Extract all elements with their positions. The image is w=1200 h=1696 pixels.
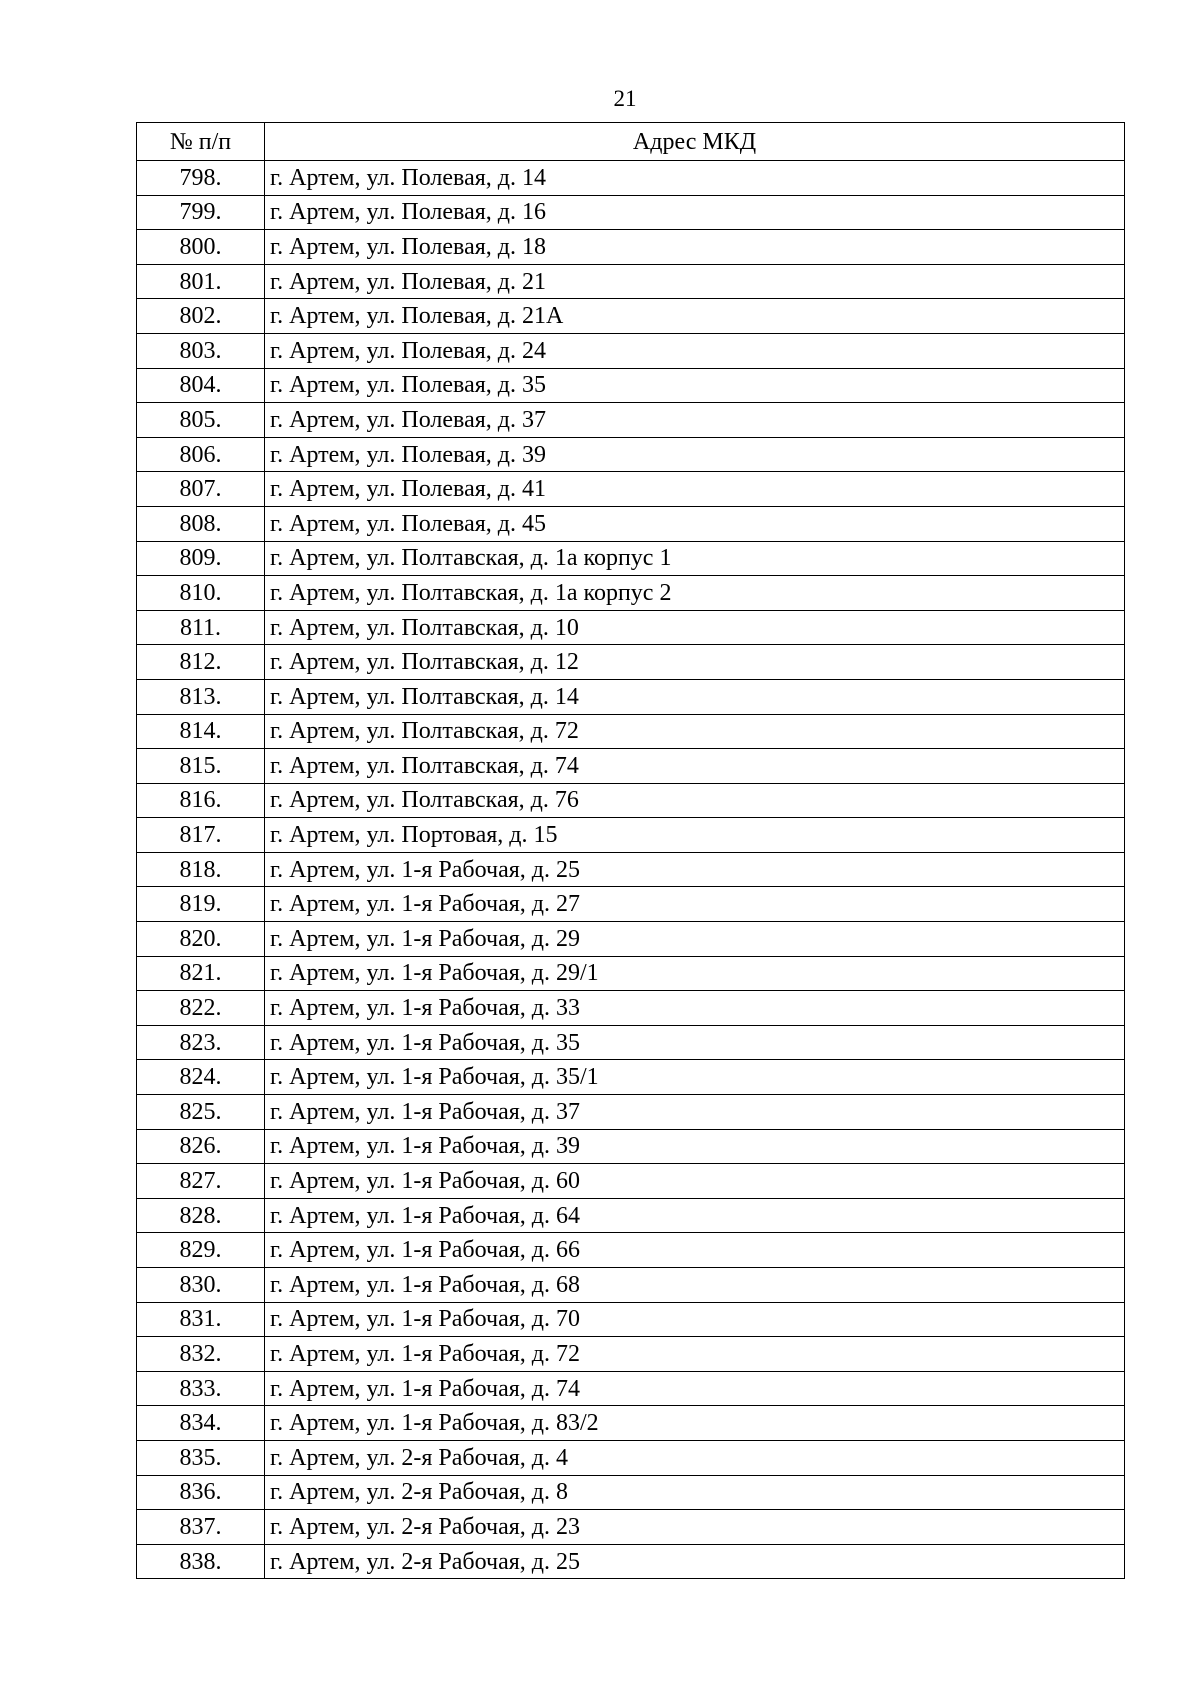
address-cell: г. Артем, ул. Полтавская, д. 14 xyxy=(265,679,1125,714)
column-header-number: № п/п xyxy=(137,123,265,161)
row-number-cell: 801. xyxy=(137,264,265,299)
row-number-cell: 814. xyxy=(137,714,265,749)
table-row xyxy=(137,1198,1125,1233)
address-cell: г. Артем, ул. 1-я Рабочая, д. 83/2 xyxy=(265,1406,1125,1441)
row-number-cell: 824. xyxy=(137,1060,265,1095)
address-cell: г. Артем, ул. 1-я Рабочая, д. 29/1 xyxy=(265,956,1125,991)
row-number-cell: 819. xyxy=(137,887,265,922)
address-cell: г. Артем, ул. 1-я Рабочая, д. 37 xyxy=(265,1095,1125,1130)
table-header xyxy=(137,123,1125,161)
row-number-cell: 805. xyxy=(137,403,265,438)
row-number-cell: 833. xyxy=(137,1371,265,1406)
address-cell: г. Артем, ул. Полтавская, д. 76 xyxy=(265,783,1125,818)
row-number-cell: 829. xyxy=(137,1233,265,1268)
row-number-cell: 808. xyxy=(137,506,265,541)
address-cell: г. Артем, ул. 1-я Рабочая, д. 39 xyxy=(265,1129,1125,1164)
table-row xyxy=(137,1371,1125,1406)
address-cell: г. Артем, ул. Полтавская, д. 10 xyxy=(265,610,1125,645)
table-row xyxy=(137,506,1125,541)
address-cell: г. Артем, ул. 2-я Рабочая, д. 4 xyxy=(265,1440,1125,1475)
address-cell: г. Артем, ул. 2-я Рабочая, д. 25 xyxy=(265,1544,1125,1579)
table-row xyxy=(137,1268,1125,1303)
address-cell: г. Артем, ул. Полевая, д. 24 xyxy=(265,333,1125,368)
page-number: 21 xyxy=(613,86,637,111)
address-cell: г. Артем, ул. Полевая, д. 16 xyxy=(265,195,1125,230)
row-number-cell: 806. xyxy=(137,437,265,472)
table-row xyxy=(137,1129,1125,1164)
column-header-address: Адрес МКД xyxy=(265,123,1125,161)
row-number-cell: 838. xyxy=(137,1544,265,1579)
table-row xyxy=(137,576,1125,611)
header-row xyxy=(137,123,1125,161)
table-row xyxy=(137,472,1125,507)
row-number-cell: 818. xyxy=(137,852,265,887)
row-number-cell: 803. xyxy=(137,333,265,368)
address-cell: г. Артем, ул. 2-я Рабочая, д. 23 xyxy=(265,1510,1125,1545)
address-cell: г. Артем, ул. Полевая, д. 21 xyxy=(265,264,1125,299)
table-row xyxy=(137,852,1125,887)
address-cell: г. Артем, ул. Полтавская, д. 1а корпус 1 xyxy=(265,541,1125,576)
table-row xyxy=(137,1440,1125,1475)
row-number-cell: 810. xyxy=(137,576,265,611)
row-number-cell: 825. xyxy=(137,1095,265,1130)
table-row xyxy=(137,1060,1125,1095)
table-row xyxy=(137,1337,1125,1372)
address-cell: г. Артем, ул. 1-я Рабочая, д. 72 xyxy=(265,1337,1125,1372)
row-number-cell: 817. xyxy=(137,818,265,853)
row-number-cell: 813. xyxy=(137,679,265,714)
row-number-cell: 798. xyxy=(137,161,265,196)
row-number-cell: 821. xyxy=(137,956,265,991)
table-row xyxy=(137,610,1125,645)
row-number-cell: 831. xyxy=(137,1302,265,1337)
table-row xyxy=(137,1095,1125,1130)
table-row xyxy=(137,1233,1125,1268)
table-row xyxy=(137,749,1125,784)
table-row xyxy=(137,161,1125,196)
table-row xyxy=(137,991,1125,1026)
address-cell: г. Артем, ул. 1-я Рабочая, д. 64 xyxy=(265,1198,1125,1233)
row-number-cell: 822. xyxy=(137,991,265,1026)
table-row xyxy=(137,333,1125,368)
table-row xyxy=(137,541,1125,576)
table-row xyxy=(137,1475,1125,1510)
address-cell: г. Артем, ул. Полтавская, д. 1а корпус 2 xyxy=(265,576,1125,611)
address-cell: г. Артем, ул. Полтавская, д. 72 xyxy=(265,714,1125,749)
address-cell: г. Артем, ул. 1-я Рабочая, д. 74 xyxy=(265,1371,1125,1406)
address-cell: г. Артем, ул. Полтавская, д. 74 xyxy=(265,749,1125,784)
table-row xyxy=(137,368,1125,403)
row-number-cell: 837. xyxy=(137,1510,265,1545)
row-number-cell: 799. xyxy=(137,195,265,230)
row-number-cell: 823. xyxy=(137,1025,265,1060)
table-row xyxy=(137,230,1125,265)
address-cell: г. Артем, ул. Полтавская, д. 12 xyxy=(265,645,1125,680)
table-row xyxy=(137,645,1125,680)
row-number-cell: 804. xyxy=(137,368,265,403)
row-number-cell: 830. xyxy=(137,1268,265,1303)
address-cell: г. Артем, ул. 1-я Рабочая, д. 29 xyxy=(265,922,1125,957)
address-cell: г. Артем, ул. Полевая, д. 41 xyxy=(265,472,1125,507)
address-cell: г. Артем, ул. Полевая, д. 35 xyxy=(265,368,1125,403)
table-row xyxy=(137,783,1125,818)
table-row xyxy=(137,887,1125,922)
table-row xyxy=(137,1025,1125,1060)
address-cell: г. Артем, ул. Полевая, д. 18 xyxy=(265,230,1125,265)
table-row xyxy=(137,437,1125,472)
table-row xyxy=(137,1510,1125,1545)
address-cell: г. Артем, ул. 1-я Рабочая, д. 70 xyxy=(265,1302,1125,1337)
address-cell: г. Артем, ул. Полевая, д. 21А xyxy=(265,299,1125,334)
row-number-cell: 835. xyxy=(137,1440,265,1475)
row-number-cell: 815. xyxy=(137,749,265,784)
row-number-cell: 809. xyxy=(137,541,265,576)
address-cell: г. Артем, ул. 1-я Рабочая, д. 35 xyxy=(265,1025,1125,1060)
row-number-cell: 802. xyxy=(137,299,265,334)
table-row xyxy=(137,1164,1125,1199)
row-number-cell: 812. xyxy=(137,645,265,680)
row-number-cell: 816. xyxy=(137,783,265,818)
row-number-cell: 807. xyxy=(137,472,265,507)
table-row xyxy=(137,1544,1125,1579)
address-cell: г. Артем, ул. 1-я Рабочая, д. 25 xyxy=(265,852,1125,887)
address-cell: г. Артем, ул. 1-я Рабочая, д. 35/1 xyxy=(265,1060,1125,1095)
table-row xyxy=(137,679,1125,714)
row-number-cell: 832. xyxy=(137,1337,265,1372)
address-cell: г. Артем, ул. 1-я Рабочая, д. 33 xyxy=(265,991,1125,1026)
row-number-cell: 826. xyxy=(137,1129,265,1164)
address-cell: г. Артем, ул. Полевая, д. 39 xyxy=(265,437,1125,472)
table-row xyxy=(137,264,1125,299)
row-number-cell: 828. xyxy=(137,1198,265,1233)
row-number-cell: 836. xyxy=(137,1475,265,1510)
table-row xyxy=(137,956,1125,991)
address-cell: г. Артем, ул. Полевая, д. 45 xyxy=(265,506,1125,541)
address-cell: г. Артем, ул. 1-я Рабочая, д. 68 xyxy=(265,1268,1125,1303)
row-number-cell: 800. xyxy=(137,230,265,265)
address-cell: г. Артем, ул. 2-я Рабочая, д. 8 xyxy=(265,1475,1125,1510)
row-number-cell: 820. xyxy=(137,922,265,957)
address-cell: г. Артем, ул. Портовая, д. 15 xyxy=(265,818,1125,853)
address-cell: г. Артем, ул. Полевая, д. 37 xyxy=(265,403,1125,438)
address-cell: г. Артем, ул. 1-я Рабочая, д. 66 xyxy=(265,1233,1125,1268)
table-row xyxy=(137,1302,1125,1337)
row-number-cell: 834. xyxy=(137,1406,265,1441)
table-body xyxy=(137,161,1125,1579)
address-cell: г. Артем, ул. Полевая, д. 14 xyxy=(265,161,1125,196)
address-cell: г. Артем, ул. 1-я Рабочая, д. 27 xyxy=(265,887,1125,922)
table-row xyxy=(137,195,1125,230)
row-number-cell: 811. xyxy=(137,610,265,645)
address-table xyxy=(136,122,1125,1579)
table-row xyxy=(137,818,1125,853)
address-cell: г. Артем, ул. 1-я Рабочая, д. 60 xyxy=(265,1164,1125,1199)
table-row xyxy=(137,1406,1125,1441)
row-number-cell: 827. xyxy=(137,1164,265,1199)
table-row xyxy=(137,714,1125,749)
table-row xyxy=(137,403,1125,438)
table-row xyxy=(137,299,1125,334)
table-row xyxy=(137,922,1125,957)
